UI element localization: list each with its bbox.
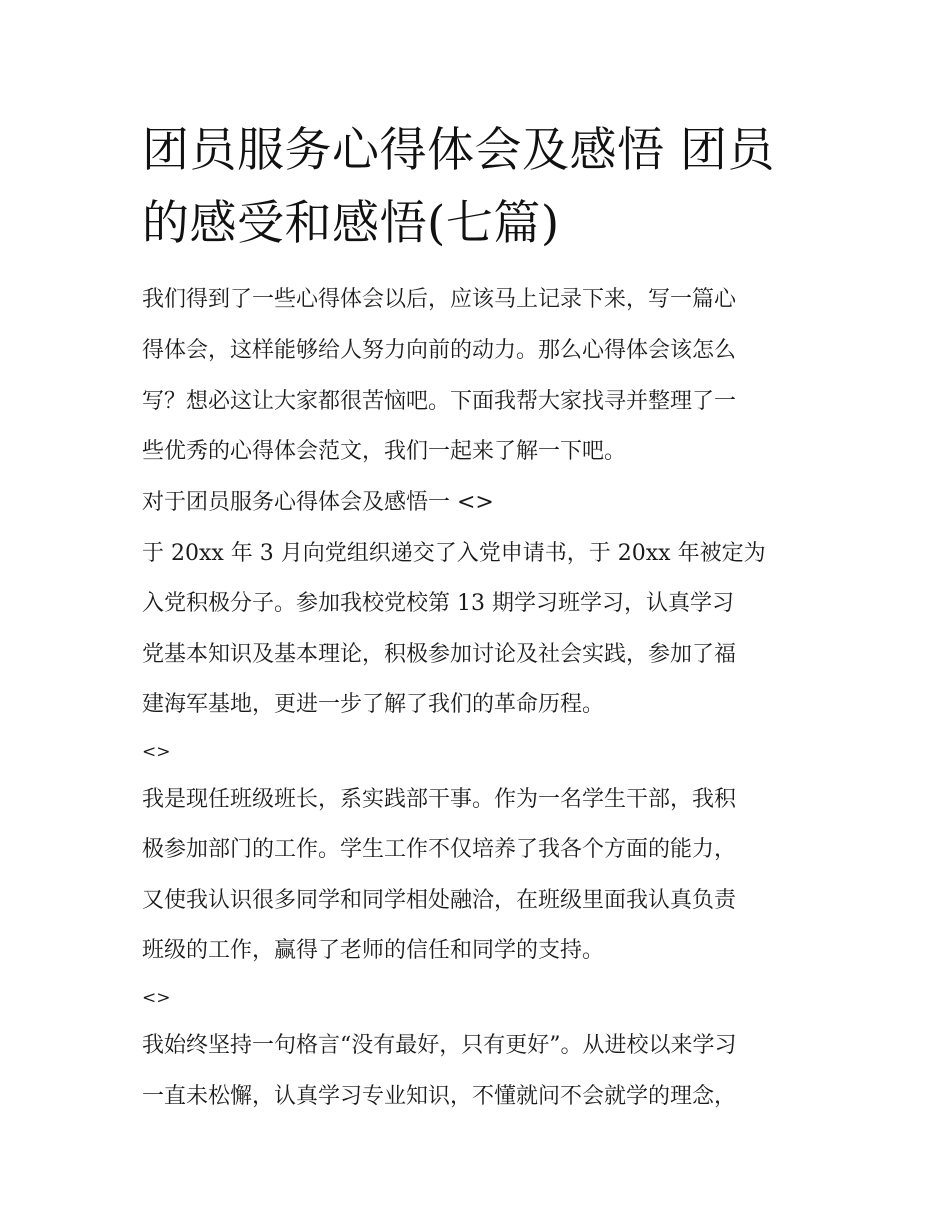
text-line: 我们得到了一些心得体会以后，应该马上记录下来，写一篇心 <box>142 287 737 312</box>
section-marker: <> <box>142 988 171 1008</box>
text-line: 极参加部门的工作。学生工作不仅培养了我各个方面的能力， <box>142 837 737 862</box>
text-line: 党基本知识及基本理论，积极参加讨论及社会实践，参加了福 <box>142 642 737 667</box>
text-line: 我是现任班级班长，系实践部干事。作为一名学生干部，我积 <box>142 787 737 812</box>
section-heading: 对于团员服务心得体会及感悟一 <> <box>142 490 494 515</box>
text-line: 一直未松懈，认真学习专业知识，不懂就问不会就学的理念， <box>142 1084 737 1109</box>
text-line: 写？想必这让大家都很苦恼吧。下面我帮大家找寻并整理了一 <box>142 389 737 414</box>
text-line: 些优秀的心得体会范文，我们一起来了解一下吧。 <box>142 439 627 464</box>
text-line: 得体会，这样能够给人努力向前的动力。那么心得体会该怎么 <box>142 338 737 363</box>
text-line: 建海军基地，更进一步了解了我们的革命历程。 <box>142 692 605 717</box>
text-line: 于 20xx 年 3 月向党组织递交了入党申请书，于 20xx 年被定为 <box>142 541 766 566</box>
text-line: 我始终坚持一句格言“没有最好，只有更好”。从进校以来学习 <box>142 1033 737 1058</box>
text-line: 班级的工作，赢得了老师的信任和同学的支持。 <box>142 938 605 963</box>
text-line: 入党积极分子。参加我校党校第 13 期学习班学习，认真学习 <box>142 591 734 616</box>
section-marker: <> <box>142 742 171 762</box>
title-line: 的感受和感悟(七篇) <box>142 196 560 251</box>
document-title <box>142 114 822 260</box>
title-line: 团员服务心得体会及感悟 团员 <box>142 123 775 178</box>
text-line: 又使我认识很多同学和同学相处融洽，在班级里面我认真负责 <box>142 888 737 913</box>
